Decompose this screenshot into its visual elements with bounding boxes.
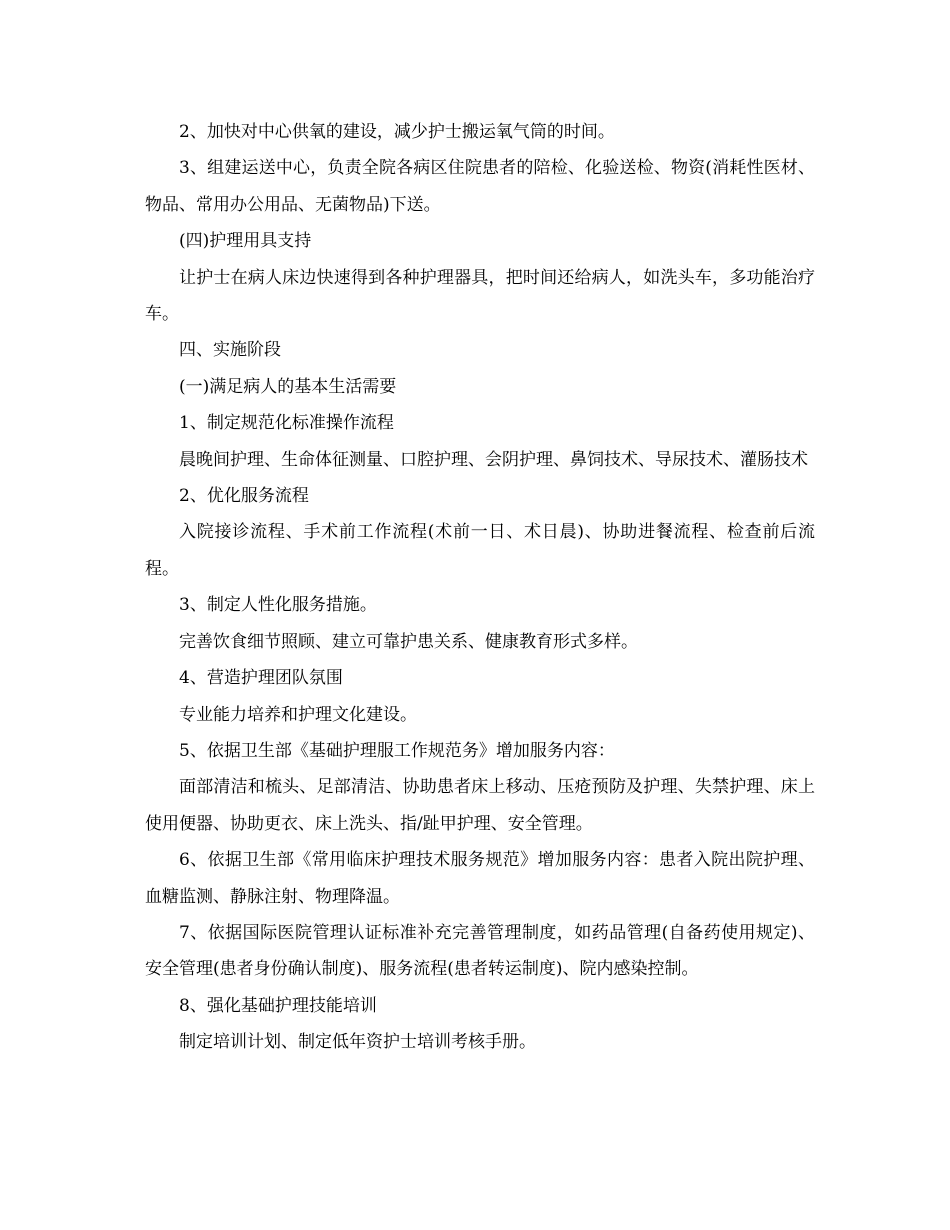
paragraph-optimize-service: 入院接诊流程、手术前工作流程(术前一日、术日晨)、协助进餐流程、检查前后流程。: [145, 522, 815, 579]
paragraph-nursing-tools: 让护士在病人床边快速得到各种护理器具，把时间还给病人，如洗头车，多功能治疗车。: [145, 267, 815, 325]
section-heading-nursing-tools: (四)护理用具支持: [179, 231, 312, 252]
item-heading-optimize-service: 2、优化服务流程: [179, 486, 309, 507]
section-heading-implementation: 四、实施阶段: [179, 340, 281, 361]
paragraph-skill-training: 制定培训计划、制定低年资护士培训考核手册。: [179, 1032, 536, 1053]
item-heading-standard-procedures: 1、制定规范化标准操作流程: [179, 413, 394, 434]
item-heading-skill-training: 8、强化基础护理技能培训: [179, 995, 377, 1016]
paragraph-standard-procedures: 晨晚间护理、生命体征测量、口腔护理、会阴护理、鼻饲技术、导尿技术、灌肠技术: [179, 449, 808, 470]
subsection-heading-basic-needs: (一)满足病人的基本生活需要: [179, 376, 397, 397]
item-heading-basic-care-spec: 5、依据卫生部《基础护理服工作规范务》增加服务内容：: [179, 740, 615, 761]
paragraph-team-atmosphere: 专业能力培养和护理文化建设。: [179, 704, 417, 725]
document-body: [145, 114, 815, 1061]
paragraph-international-standards: 7、依据国际医院管理认证标准补充完善管理制度，如药品管理(自备药使用规定)、安全管理(患者身份确认制度)、服务流程(患者转运制度)、院内感染控制。: [145, 922, 815, 980]
paragraph-transport-center: 3、组建运送中心，负责全院各病区住院患者的陪检、化验送检、物资(消耗性医材、物品、常用办公用品、无菌物品)下送。: [145, 158, 815, 215]
paragraph-oxygen-supply: 2、加快对中心供氧的建设，减少护士搬运氧气筒的时间。: [179, 122, 615, 142]
paragraph-basic-care-spec: 面部清洁和梳头、足部清洁、协助患者床上移动、压疮预防及护理、失禁护理、床上使用便器、协助更衣、床上洗头、指/趾甲护理、安全管理。: [145, 777, 815, 834]
paragraph-humanized-service: 完善饮食细节照顾、建立可靠护患关系、健康教育形式多样。: [179, 631, 638, 652]
item-heading-humanized-service: 3、制定人性化服务措施。: [179, 595, 377, 616]
item-heading-team-atmosphere: 4、营造护理团队氛围: [179, 668, 343, 689]
paragraph-clinical-care-spec: 6、依据卫生部《常用临床护理技术服务规范》增加服务内容：患者入院出院护理、血糖监测、静脉注射、物理降温。: [145, 850, 815, 907]
